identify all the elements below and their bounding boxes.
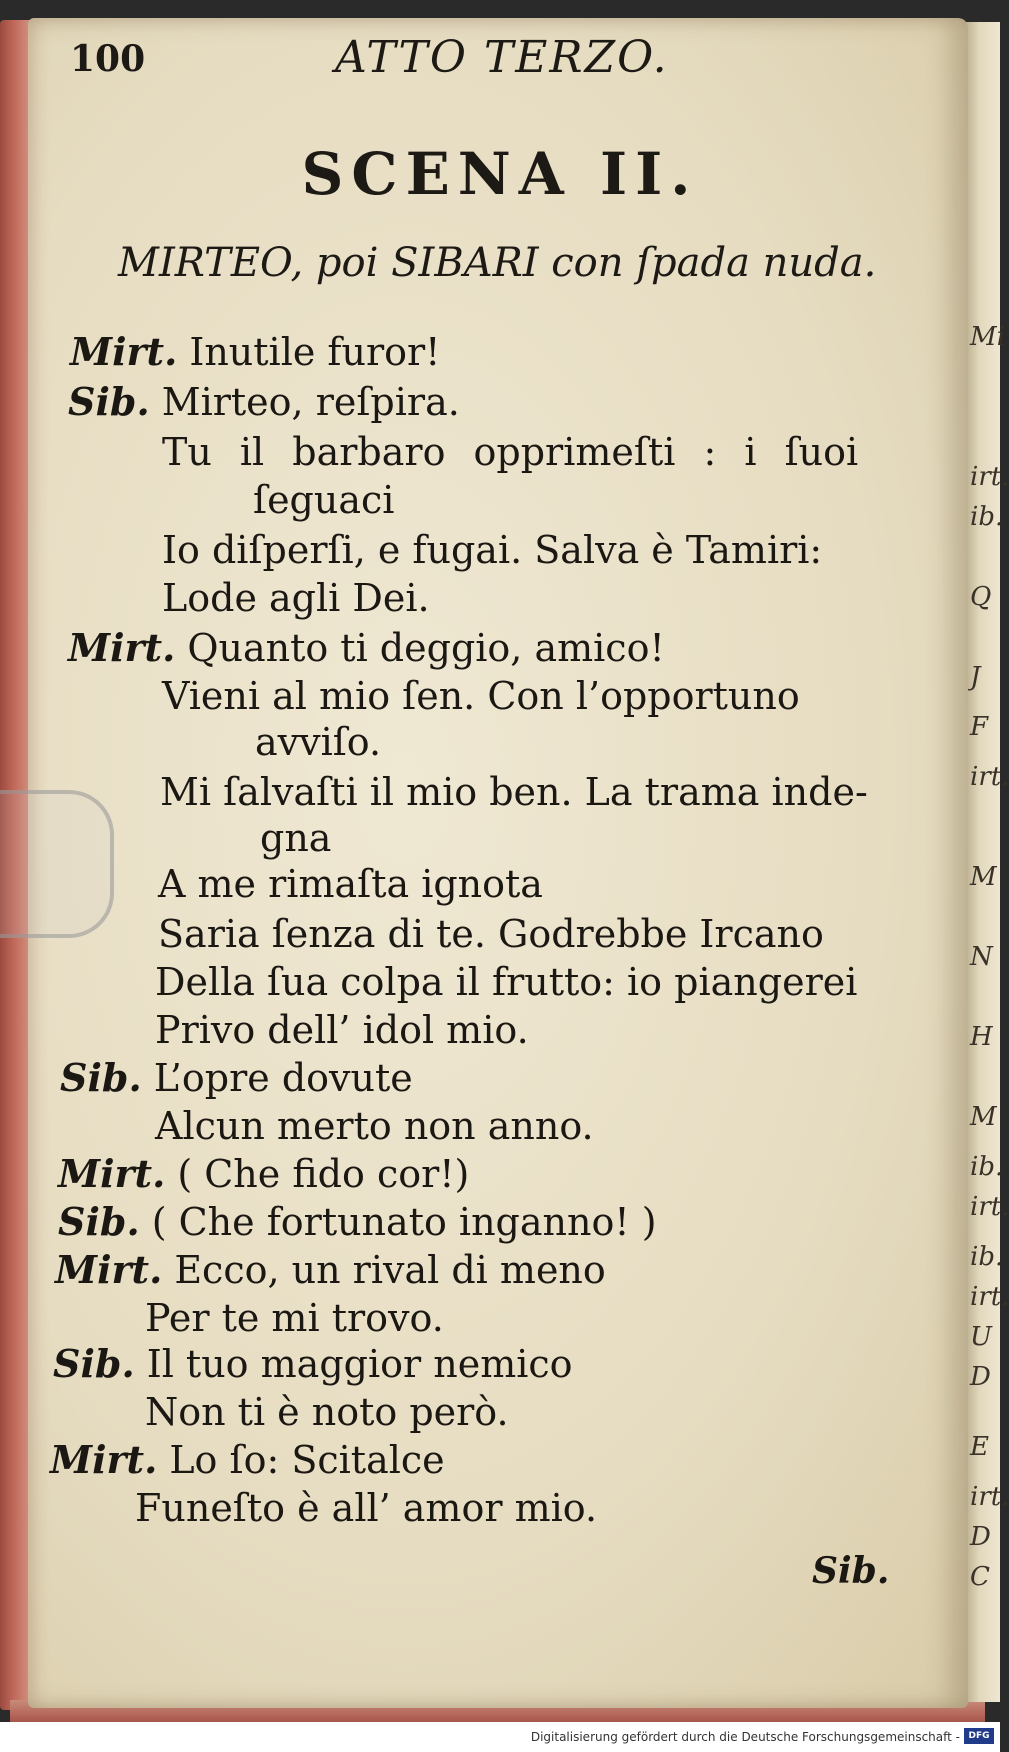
line-text: Saria ſenza di te. Godrebbe Ircano xyxy=(158,912,824,956)
line-text: Quanto ti deggio, amico! xyxy=(187,626,665,670)
dialogue-line xyxy=(253,478,394,522)
line-text: gna xyxy=(260,816,332,860)
facing-page-fragment: ib. xyxy=(970,1152,1004,1182)
catchword: Sib. xyxy=(812,1550,890,1592)
facing-page-fragment: N xyxy=(970,942,993,972)
line-text: A me rimaſta ignota xyxy=(158,862,543,906)
dialogue-line xyxy=(145,1296,444,1340)
funding-credit: Digitalisierung gefördert durch die Deutsche Forschungsgemeinschaft - xyxy=(530,1730,960,1744)
dialogue-line xyxy=(255,720,381,764)
line-text: Lode agli Dei. xyxy=(162,576,430,620)
line-text: Privo dell’ idol mio. xyxy=(155,1008,529,1052)
scene-characters: MIRTEO, poi SIBARI con ſpada nuda. xyxy=(118,240,877,286)
facing-page-fragment: D xyxy=(970,1522,991,1552)
dialogue-line xyxy=(68,380,460,424)
line-text: ( Che fortunato inganno! ) xyxy=(151,1200,657,1244)
facing-page-fragment: M xyxy=(970,862,997,892)
facing-page-fragment: U xyxy=(970,1322,992,1352)
line-text: Funeſto è all’ amor mio. xyxy=(135,1486,598,1530)
dialogue-line xyxy=(155,1104,594,1148)
speaker-label: Sib. xyxy=(68,379,150,424)
facing-page-fragment: Mi xyxy=(970,322,1005,352)
speaker-label: Mirt. xyxy=(55,1247,163,1292)
page-header xyxy=(70,30,930,90)
dialogue-line xyxy=(162,576,430,620)
facing-page-edge xyxy=(966,22,1009,1702)
speaker-label: Sib. xyxy=(58,1199,140,1244)
speaker-label: Sib. xyxy=(60,1055,142,1100)
page-clip xyxy=(0,790,114,938)
digitization-footer xyxy=(0,1722,1000,1752)
dialogue-line xyxy=(155,1008,529,1052)
facing-page-fragment: J xyxy=(970,662,981,692)
speaker-label: Mirt. xyxy=(58,1151,166,1196)
line-text: ( Che fido cor!) xyxy=(177,1152,470,1196)
line-text: Lo ſo: Scitalce xyxy=(169,1438,445,1482)
facing-page-fragment: ib. xyxy=(970,502,1004,532)
facing-page-fragment: D xyxy=(970,1362,991,1392)
line-text: Per te mi trovo. xyxy=(145,1296,444,1340)
facing-page-fragment: ib. xyxy=(970,1242,1004,1272)
dialogue-line xyxy=(60,1056,413,1100)
line-text: Mirteo, reſpira. xyxy=(161,380,460,424)
speaker-label: Mirt. xyxy=(50,1437,158,1482)
line-text: Io diſperſi, e fugai. Salva è Tamiri: xyxy=(162,528,823,572)
dialogue-line xyxy=(50,1438,445,1482)
facing-page-fragment: irt. xyxy=(970,1282,1009,1312)
facing-page-fragment: Q xyxy=(970,582,992,612)
line-text: Inutile furor! xyxy=(189,330,441,374)
line-text: Il tuo maggior nemico xyxy=(146,1342,573,1386)
dialogue-line xyxy=(158,912,824,956)
dialogue-line xyxy=(53,1342,573,1386)
dialogue-line xyxy=(260,816,331,860)
dialogue-line xyxy=(55,1248,606,1292)
dialogue-line xyxy=(162,430,858,474)
speaker-label: Mirt. xyxy=(68,625,176,670)
facing-page-fragment: irt. xyxy=(970,762,1009,792)
dialogue-line xyxy=(58,1200,657,1244)
dfg-logo-icon: DFG xyxy=(964,1728,994,1744)
facing-page-fragment: M xyxy=(970,1102,997,1132)
line-text: avviſo. xyxy=(255,720,382,764)
facing-page-fragment: irt. xyxy=(970,1482,1009,1512)
dialogue-line xyxy=(162,674,800,718)
scene-title: SCENA II. xyxy=(301,140,699,208)
line-text: Tu il barbaro opprimeſti : i ſuoi xyxy=(162,430,859,474)
line-text: Vieni al mio ſen. Con l’opportuno xyxy=(162,674,800,718)
dialogue-line xyxy=(68,626,665,670)
line-text: Alcun merto non anno. xyxy=(155,1104,594,1148)
dialogue-line xyxy=(160,770,868,814)
dialogue-line xyxy=(135,1486,597,1530)
line-text: Della ſua colpa il frutto: io piangerei xyxy=(155,960,858,1004)
line-text: ſeguaci xyxy=(253,478,395,522)
facing-page-fragment: F xyxy=(970,712,989,742)
page-number: 100 xyxy=(70,38,146,80)
facing-page-fragment: E xyxy=(970,1432,989,1462)
facing-page-fragment: C xyxy=(970,1562,990,1592)
dialogue-line xyxy=(70,330,440,374)
facing-page-fragment: H xyxy=(970,1022,993,1052)
line-text: L’opre dovute xyxy=(153,1056,413,1100)
running-head: ATTO TERZO. xyxy=(335,32,669,83)
speaker-label: Mirt. xyxy=(70,329,178,374)
line-text: Mi ſalvaſti il mio ben. La trama inde- xyxy=(160,770,868,814)
line-text: Non ti è noto però. xyxy=(145,1390,509,1434)
speaker-label: Sib. xyxy=(53,1341,135,1386)
line-text: Ecco, un rival di meno xyxy=(174,1248,606,1292)
dialogue-line xyxy=(162,528,822,572)
dialogue-line xyxy=(145,1390,509,1434)
facing-page-fragment: irt. xyxy=(970,462,1009,492)
facing-page-fragment: irt. xyxy=(970,1192,1009,1222)
dialogue-line xyxy=(158,862,543,906)
dialogue-line xyxy=(155,960,857,1004)
dialogue-line xyxy=(58,1152,469,1196)
